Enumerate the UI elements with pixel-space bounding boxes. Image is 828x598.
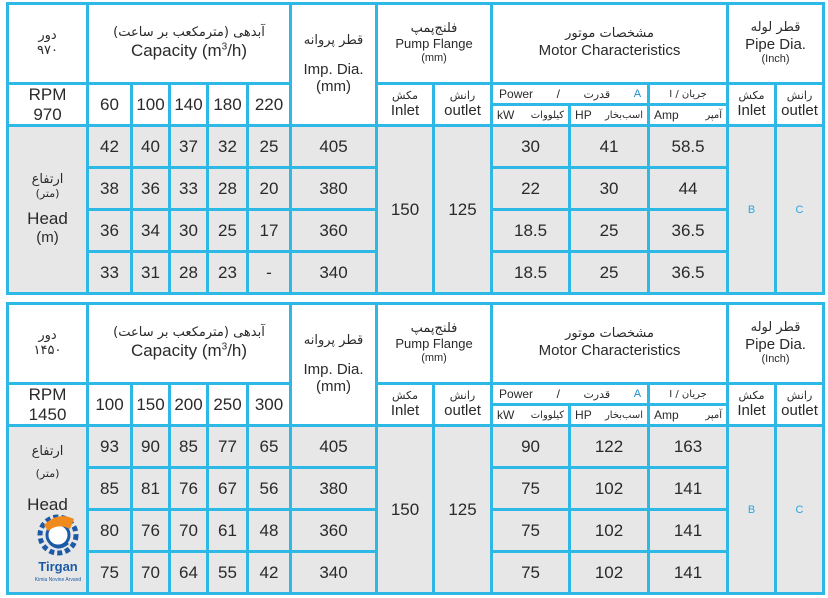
head-label-cell: ارتفاع (متر) Head <box>8 426 88 594</box>
head-value: - <box>248 252 291 294</box>
hp-value: 30 <box>570 168 649 210</box>
head-value: 30 <box>170 210 208 252</box>
head-value: 34 <box>132 210 170 252</box>
flange-fa: فلنج‌پمپ <box>410 21 458 37</box>
head-value: 81 <box>132 468 170 510</box>
kw-value: 18.5 <box>492 252 570 294</box>
imp-value: 380 <box>291 468 377 510</box>
head-value: 28 <box>170 252 208 294</box>
rpm-fa-value: ۱۴۵۰ <box>33 342 62 358</box>
flange-outlet-value: 125 <box>434 426 492 594</box>
capacity-en: Capacity $(m^3/h)$ <box>130 41 248 61</box>
amp-value: 36.5 <box>649 210 728 252</box>
hp-value: 102 <box>570 552 649 594</box>
kw-value: 90 <box>492 426 570 468</box>
logo-tagline: Kimia Novine Arvand <box>34 577 82 583</box>
imp-fa: قطر پروانه <box>303 332 364 348</box>
head-value: 64 <box>170 552 208 594</box>
amp-value: 141 <box>649 510 728 552</box>
capacity-value: 250 <box>208 384 248 426</box>
rpm-en-label: RPM <box>28 385 67 404</box>
head-value: 17 <box>248 210 291 252</box>
table-row <box>8 126 824 168</box>
flange-fa: فلنج‌پمپ <box>410 321 458 337</box>
flange-unit: (mm) <box>421 352 447 365</box>
pipe-inlet-header: مکش Inlet <box>728 84 776 126</box>
head-value: 85 <box>170 426 208 468</box>
power-header: Power / قدرت A <box>492 384 649 405</box>
kw-value: 22 <box>492 168 570 210</box>
head-value: 33 <box>170 168 208 210</box>
head-value: 36 <box>88 210 132 252</box>
hp-value: 25 <box>570 210 649 252</box>
tirgan-logo-icon <box>30 505 86 593</box>
capacity-value: 220 <box>248 84 291 126</box>
pipe-en: Pipe Dia. <box>745 36 806 54</box>
head-value: 42 <box>88 126 132 168</box>
head-value: 56 <box>248 468 291 510</box>
flange-outlet-header: رانش outlet <box>434 384 492 426</box>
head-value: 20 <box>248 168 291 210</box>
rpm-header <box>8 4 88 84</box>
kw-value: 30 <box>492 126 570 168</box>
hp-header: HP اسب‌بخار <box>570 105 649 126</box>
rpm-fa-label: دور <box>38 27 57 43</box>
rpm-fa-value: ۹۷۰ <box>37 42 58 58</box>
capacity-value: 180 <box>208 84 248 126</box>
rpm-fa-label: دور <box>38 327 57 343</box>
flange-inlet-value: 150 <box>377 126 434 294</box>
pipe-unit: (Inch) <box>761 353 790 366</box>
kw-value: 75 <box>492 552 570 594</box>
table-row <box>8 426 824 468</box>
kw-value: 75 <box>492 510 570 552</box>
head-value: 75 <box>88 552 132 594</box>
hp-value: 41 <box>570 126 649 168</box>
head-value: 70 <box>170 510 208 552</box>
capacity-value: 100 <box>88 384 132 426</box>
pump-table-970 <box>6 2 822 295</box>
capacity-value: 200 <box>170 384 208 426</box>
amp-header: Amp آمپر <box>649 105 728 126</box>
motor-fa: مشخصات موتور <box>565 326 654 342</box>
logo-brand: Tirgan <box>38 559 78 574</box>
hp-value: 102 <box>570 510 649 552</box>
imp-en: Imp. Dia. <box>303 360 364 378</box>
imp-value: 340 <box>291 552 377 594</box>
amp-value: 44 <box>649 168 728 210</box>
motor-en: Motor Characteristics <box>538 42 681 60</box>
kw-header: kW کیلووات <box>492 105 570 126</box>
pipe-outlet-header: رانش outlet <box>776 384 824 426</box>
pipe-unit: (Inch) <box>761 53 790 66</box>
capacity-fa: آبدهی (مترمکعب بر ساعت) <box>113 25 265 41</box>
head-value: 36 <box>132 168 170 210</box>
imp-dia-header <box>291 304 377 426</box>
amp-value: 163 <box>649 426 728 468</box>
capacity-value: 60 <box>88 84 132 126</box>
capacity-fa: آبدهی (مترمکعب بر ساعت) <box>113 325 265 341</box>
hp-header: HP اسب‌بخار <box>570 405 649 426</box>
hp-value: 122 <box>570 426 649 468</box>
head-value: 85 <box>88 468 132 510</box>
pipe-outlet-value: C <box>776 426 824 594</box>
tirgan-logo <box>30 505 86 593</box>
current-header: جریان / I <box>649 84 728 105</box>
amp-value: 141 <box>649 552 728 594</box>
head-value: 23 <box>208 252 248 294</box>
head-value: 33 <box>88 252 132 294</box>
head-value: 37 <box>170 126 208 168</box>
imp-dia-header <box>291 4 377 126</box>
rpm-en-value: 970 <box>33 104 62 124</box>
kw-header: kW کیلووات <box>492 405 570 426</box>
head-value: 90 <box>132 426 170 468</box>
capacity-header <box>88 304 291 384</box>
flange-inlet-header: مکش Inlet <box>377 84 434 126</box>
imp-en: Imp. Dia. <box>303 60 364 78</box>
hp-value: 102 <box>570 468 649 510</box>
head-value: 31 <box>132 252 170 294</box>
head-value: 25 <box>248 126 291 168</box>
motor-header <box>492 4 728 84</box>
rpm-header <box>8 304 88 384</box>
head-value: 38 <box>88 168 132 210</box>
flange-inlet-value: 150 <box>377 426 434 594</box>
flange-en: Pump Flange <box>395 336 473 352</box>
pipe-fa: قطر لوله <box>750 320 801 336</box>
flange-en: Pump Flange <box>395 36 473 52</box>
head-value: 76 <box>170 468 208 510</box>
imp-value: 360 <box>291 210 377 252</box>
amp-value: 36.5 <box>649 252 728 294</box>
capacity-value: 100 <box>132 84 170 126</box>
imp-value: 380 <box>291 168 377 210</box>
current-header: جریان / I <box>649 384 728 405</box>
head-value: 40 <box>132 126 170 168</box>
head-value: 25 <box>208 210 248 252</box>
flange-inlet-header: مکش Inlet <box>377 384 434 426</box>
pipe-inlet-header: مکش Inlet <box>728 384 776 426</box>
rpm-en-label: RPM <box>28 85 67 104</box>
capacity-value: 300 <box>248 384 291 426</box>
amp-header: Amp آمپر <box>649 405 728 426</box>
pump-table-1450 <box>6 302 822 595</box>
motor-en: Motor Characteristics <box>538 342 681 360</box>
pipe-outlet-value: C <box>776 126 824 294</box>
flange-outlet-value: 125 <box>434 126 492 294</box>
rpm-en-cell <box>8 84 88 126</box>
flange-unit: (mm) <box>421 52 447 65</box>
pipe-inlet-value: B <box>728 126 776 294</box>
capacity-en: Capacity $(m^3/h)$ <box>130 341 248 361</box>
imp-value: 340 <box>291 252 377 294</box>
amp-value: 141 <box>649 468 728 510</box>
head-value: 76 <box>132 510 170 552</box>
pump-flange-header <box>377 304 492 384</box>
motor-header <box>492 304 728 384</box>
head-value: 28 <box>208 168 248 210</box>
imp-unit: (mm) <box>316 378 351 396</box>
head-value: 48 <box>248 510 291 552</box>
head-value: 93 <box>88 426 132 468</box>
amp-value: 58.5 <box>649 126 728 168</box>
capacity-value: 140 <box>170 84 208 126</box>
pipe-fa: قطر لوله <box>750 20 801 36</box>
pipe-en: Pipe Dia. <box>745 336 806 354</box>
imp-value: 360 <box>291 510 377 552</box>
head-value: 67 <box>208 468 248 510</box>
rpm-en-value: 1450 <box>28 404 67 424</box>
motor-fa: مشخصات موتور <box>565 26 654 42</box>
pipe-inlet-value: B <box>728 426 776 594</box>
head-value: 80 <box>88 510 132 552</box>
imp-value: 405 <box>291 126 377 168</box>
kw-value: 75 <box>492 468 570 510</box>
head-value: 65 <box>248 426 291 468</box>
pipe-outlet-header: رانش outlet <box>776 84 824 126</box>
imp-unit: (mm) <box>316 78 351 96</box>
pipe-dia-header <box>728 4 824 84</box>
head-value: 70 <box>132 552 170 594</box>
head-value: 77 <box>208 426 248 468</box>
pipe-dia-header <box>728 304 824 384</box>
imp-fa: قطر پروانه <box>303 32 364 48</box>
head-value: 32 <box>208 126 248 168</box>
head-label-cell: ارتفاع (متر) Head (m) <box>8 126 88 294</box>
pump-flange-header <box>377 4 492 84</box>
head-value: 61 <box>208 510 248 552</box>
kw-value: 18.5 <box>492 210 570 252</box>
capacity-value: 150 <box>132 384 170 426</box>
head-value: 42 <box>248 552 291 594</box>
rpm-en-cell <box>8 384 88 426</box>
capacity-header <box>88 4 291 84</box>
head-value: 55 <box>208 552 248 594</box>
power-header: Power / قدرت A <box>492 84 649 105</box>
hp-value: 25 <box>570 252 649 294</box>
imp-value: 405 <box>291 426 377 468</box>
flange-outlet-header: رانش outlet <box>434 84 492 126</box>
